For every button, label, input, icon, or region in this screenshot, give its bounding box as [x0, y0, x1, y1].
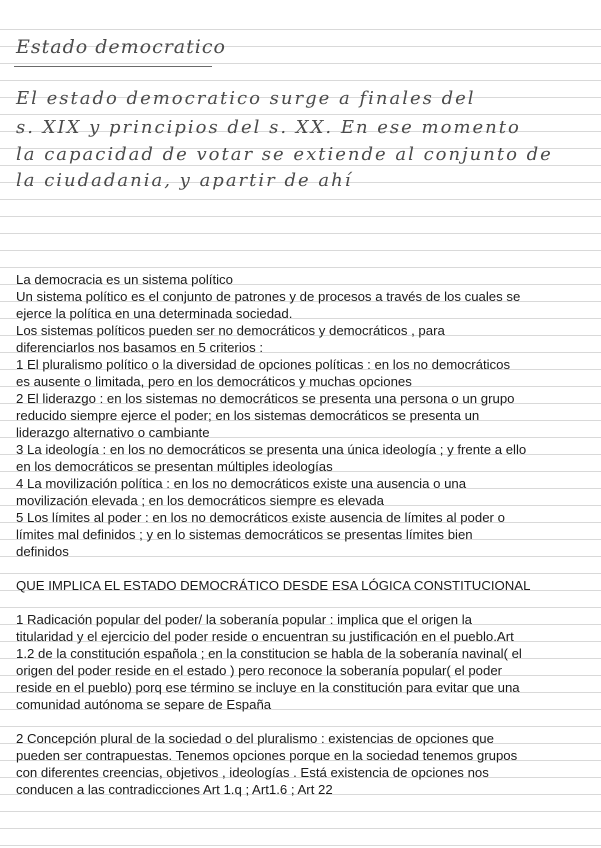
point1-line: titularidad y el ejercicio del poder reside o encuentran su justificación en el pueblo.Art [16, 629, 514, 644]
criterion-line: 4 La movilización política : en los no democráticos existe una ausencia o una [16, 476, 467, 491]
handwritten-line: la capacidad de votar se extiende al conjunto de [16, 144, 553, 165]
intro-line: diferenciarlos nos basamos en 5 criterios : [16, 340, 264, 355]
point2-line: conducen a las contradicciones Art 1.q ; Art1.6 ; Art 22 [16, 782, 333, 797]
criterion-line: 2 El liderazgo : en los sistemas no democráticos se presenta una persona o un grupo [16, 391, 515, 406]
criterion-line: en los democráticos se presentan múltiples ideologías [16, 459, 333, 474]
criterion-line: liderazgo alternativo o cambiante [16, 425, 210, 440]
intro-line: Un sistema político es el conjunto de patrones y de procesos a través de los cuales se [16, 289, 521, 304]
handwritten-line: la ciudadania, y apartir de ahí [16, 170, 353, 191]
criterion-line: 3 La ideología : en los no democráticos se presenta una única ideología ; y frente a ello [16, 442, 527, 457]
intro-line: La democracia es un sistema político [16, 272, 233, 287]
point2-line: pueden ser contrapuestas. Tenemos opciones porque en la sociedad tenemos grupos [16, 748, 518, 763]
criterion-line: 1 El pluralismo político o la diversidad de opciones políticas : en los no democráticos [16, 357, 511, 372]
point1-line: comunidad autónoma se separe de España [16, 697, 272, 712]
title-underline [14, 66, 212, 67]
point2-line: con diferentes creencias, objetivos , ideologías . Está existencia de opciones nos [16, 765, 489, 780]
point1-line: 1.2 de la constitución española ; en la constitucion se habla de la soberanía navinal( el [16, 646, 522, 661]
blank-line [16, 594, 586, 611]
handwritten-title: Estado democratico [16, 36, 226, 58]
intro-line: ejerce la política en una determinada sociedad. [16, 306, 293, 321]
point2-line: 2 Concepción plural de la sociedad o del pluralismo : existencias de opciones que [16, 731, 494, 746]
criterion-line: 5 Los límites al poder : en los no democráticos existe ausencia de límites al poder o [16, 510, 505, 525]
criterion-line: reducido siempre ejerce el poder; en los sistemas democráticos se presenta un [16, 408, 480, 423]
criterion-line: límites mal definidos ; y en lo sistemas democráticos se presentas límites bien [16, 527, 473, 542]
intro-line: Los sistemas políticos pueden ser no democráticos y democráticos , para [16, 323, 445, 338]
handwritten-line: El estado democratico surge a finales del [16, 88, 476, 109]
handwritten-line: s. XIX y principios del s. XX. En ese momento [16, 117, 521, 138]
typed-notes [16, 271, 586, 798]
criterion-line: definidos [16, 544, 69, 559]
point1-line: origen del poder reside en el estado ) pero reconoce la soberanía popular( el poder [16, 663, 503, 678]
blank-line [16, 560, 586, 577]
point1-line: 1 Radicación popular del poder/ la soberanía popular : implica que el origen la [16, 612, 472, 627]
criterion-line: movilización elevada ; en los democráticos siempre es elevada [16, 493, 384, 508]
section-heading: QUE IMPLICA EL ESTADO DEMOCRÁTICO DESDE ESA LÓGICA CONSTITUCIONAL [16, 578, 531, 593]
point1-line: reside en el pueblo) porq ese término se incluye en la constitución para evitar que una [16, 680, 520, 695]
blank-line [16, 713, 586, 730]
criterion-line: es ausente o limitada, pero en los democráticos y muchas opciones [16, 374, 412, 389]
